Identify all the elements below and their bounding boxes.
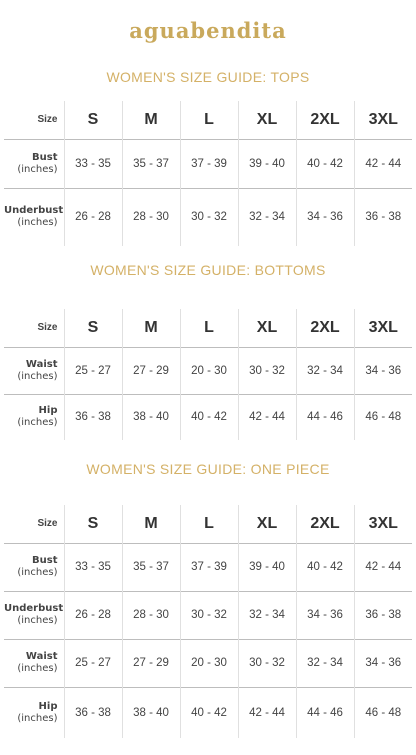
table-row-bust [4,543,412,591]
size-col-xl: XL [238,101,296,139]
table-cell: 42 - 44 [354,543,412,591]
table-cell: 20 - 30 [180,639,238,687]
table-header-row [4,101,412,139]
size-col-m: M [122,309,180,347]
table-header-row [4,309,412,347]
table-cell: 36 - 38 [354,591,412,639]
size-col-l: L [180,101,238,139]
row-label: Underbust (inches) [4,205,64,229]
table-cell: 33 - 35 [64,139,122,188]
table-row-underbust [4,188,412,246]
row-label: Hip (inches) [17,405,58,429]
size-col-2xl: 2XL [296,505,354,543]
table-cell: 32 - 34 [238,591,296,639]
table-cell: 34 - 36 [354,639,412,687]
table-cell: 38 - 40 [122,687,180,738]
table-cell: 40 - 42 [180,394,238,440]
section-title-bottoms: WOMEN'S SIZE GUIDE: BOTTOMS [90,262,326,278]
table-cell: 44 - 46 [296,687,354,738]
table-cell: 30 - 32 [180,188,238,246]
table-row-hip [4,687,412,738]
table-row-waist [4,639,412,687]
table-cell: 28 - 30 [122,188,180,246]
table-cell: 39 - 40 [238,139,296,188]
table-cell: 42 - 44 [354,139,412,188]
table-cell: 27 - 29 [122,347,180,394]
table-cell: 33 - 35 [64,543,122,591]
table-cell: 40 - 42 [296,543,354,591]
row-label: Hip (inches) [17,700,58,724]
size-col-2xl: 2XL [296,101,354,139]
table-cell: 25 - 27 [64,639,122,687]
table-cell: 34 - 36 [354,347,412,394]
table-cell: 36 - 38 [64,687,122,738]
size-col-s: S [64,309,122,347]
row-label: Bust (inches) [17,555,58,578]
table-cell: 44 - 46 [296,394,354,440]
table-cell: 30 - 32 [238,347,296,394]
row-label: Bust (inches) [17,151,58,175]
row-label: Underbust (inches) [4,603,64,626]
table-cell: 37 - 39 [180,543,238,591]
size-header-label: Size [37,322,58,334]
table-cell: 32 - 34 [296,639,354,687]
table-cell: 30 - 32 [238,639,296,687]
table-cell: 30 - 32 [180,591,238,639]
table-cell: 20 - 30 [180,347,238,394]
table-cell: 28 - 30 [122,591,180,639]
size-col-2xl: 2XL [296,309,354,347]
size-col-xl: XL [238,309,296,347]
row-label: Waist (inches) [17,651,58,674]
size-header-label: Size [37,114,58,126]
table-row-underbust [4,591,412,639]
size-col-s: S [64,101,122,139]
size-table-one-piece [4,505,412,738]
size-table-tops [4,101,412,246]
section-title-tops: WOMEN'S SIZE GUIDE: TOPS [106,69,310,85]
table-cell: 35 - 37 [122,543,180,591]
table-cell: 37 - 39 [180,139,238,188]
size-col-m: M [122,505,180,543]
table-cell: 40 - 42 [180,687,238,738]
table-cell: 42 - 44 [238,687,296,738]
size-col-l: L [180,505,238,543]
size-col-3xl: 3XL [354,505,412,543]
brand-logo: aguabendita [129,18,287,43]
size-col-l: L [180,309,238,347]
table-cell: 34 - 36 [296,188,354,246]
table-cell: 38 - 40 [122,394,180,440]
table-header-row [4,505,412,543]
table-row-bust [4,139,412,188]
row-label: Waist (inches) [17,358,58,382]
table-row-waist [4,347,412,394]
table-cell: 39 - 40 [238,543,296,591]
table-cell: 26 - 28 [64,591,122,639]
table-cell: 40 - 42 [296,139,354,188]
table-cell: 46 - 48 [354,687,412,738]
table-cell: 25 - 27 [64,347,122,394]
table-cell: 32 - 34 [238,188,296,246]
size-col-3xl: 3XL [354,309,412,347]
size-col-m: M [122,101,180,139]
table-cell: 36 - 38 [354,188,412,246]
table-cell: 42 - 44 [238,394,296,440]
size-header-label: Size [37,518,58,530]
table-cell: 36 - 38 [64,394,122,440]
table-cell: 34 - 36 [296,591,354,639]
table-cell: 35 - 37 [122,139,180,188]
size-table-bottoms [4,309,412,440]
section-title-one-piece: WOMEN'S SIZE GUIDE: ONE PIECE [86,461,330,477]
table-cell: 27 - 29 [122,639,180,687]
size-col-3xl: 3XL [354,101,412,139]
table-cell: 46 - 48 [354,394,412,440]
table-cell: 32 - 34 [296,347,354,394]
table-cell: 26 - 28 [64,188,122,246]
size-col-xl: XL [238,505,296,543]
table-row-hip [4,394,412,440]
size-col-s: S [64,505,122,543]
